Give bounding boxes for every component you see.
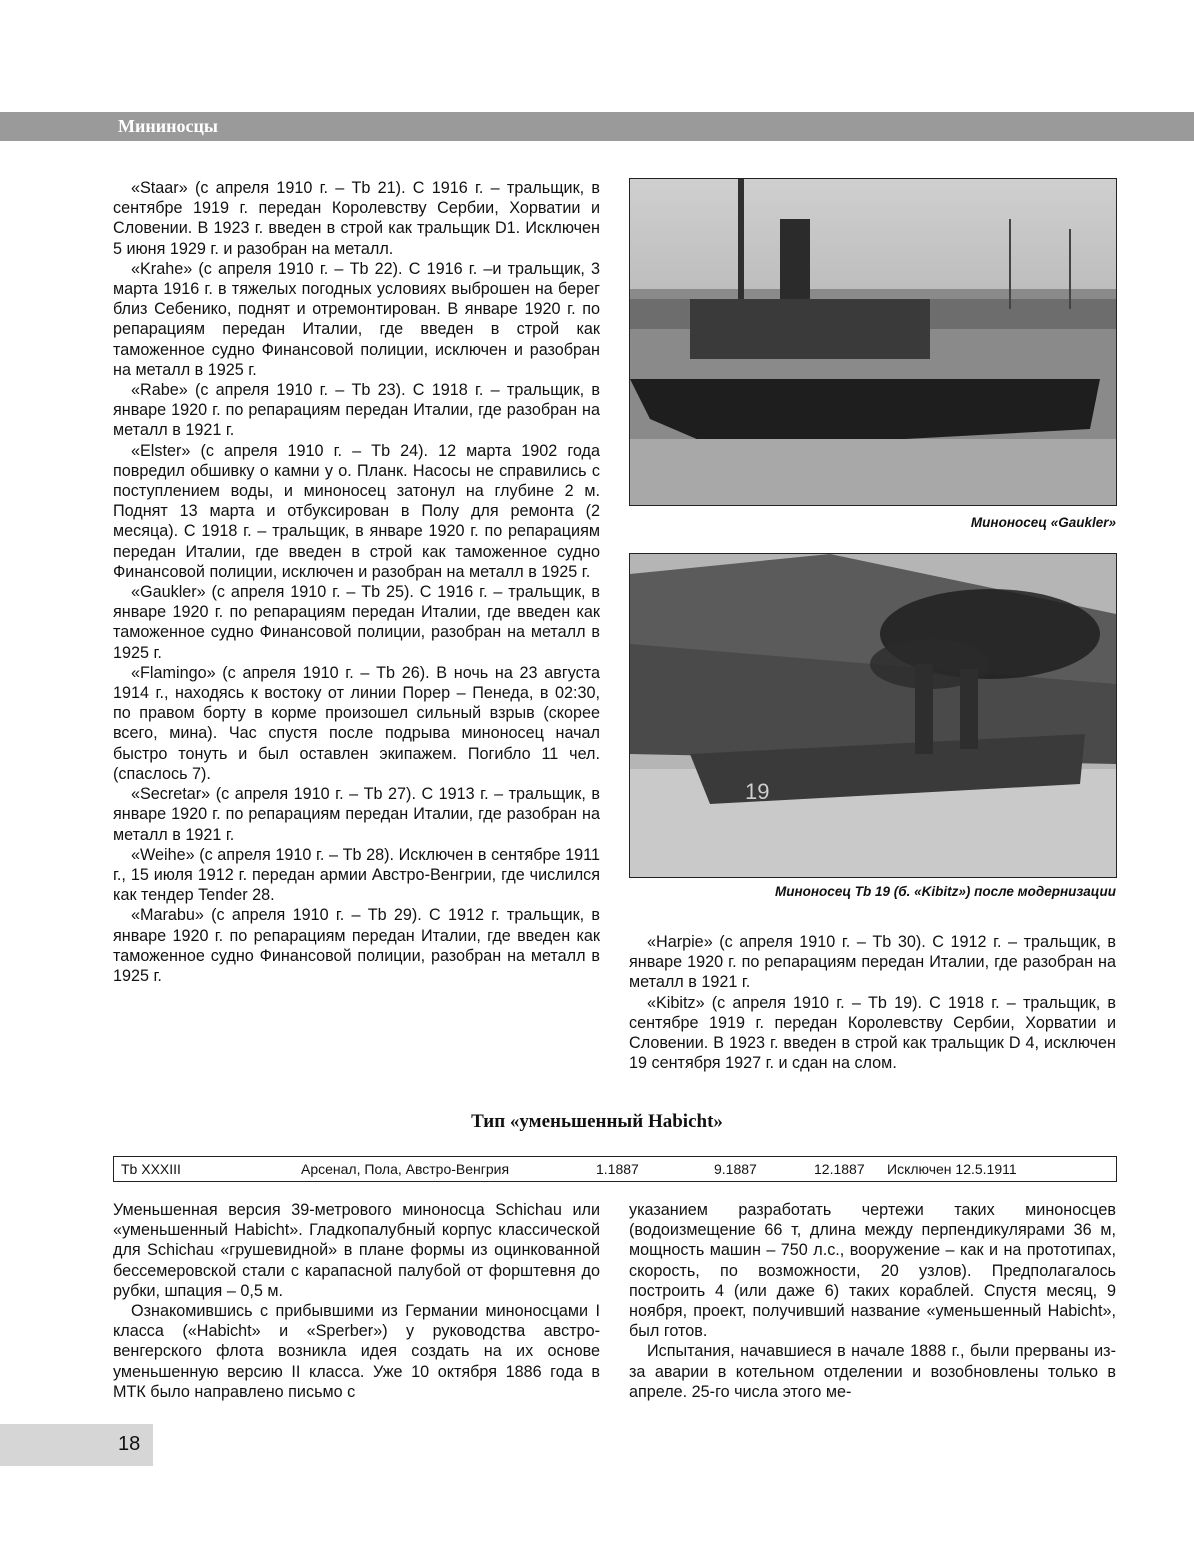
- section-title: Тип «уменьшенный Habicht»: [471, 1111, 723, 1132]
- caption-photo-tb19: Миноносец Tb 19 (б. «Kibitz») после модернизации: [775, 884, 1116, 899]
- paragraph-marabu: «Marabu» (с апреля 1910 г. – Tb 29). С 1912 г. тральщик, в январе 1920 г. по репарациям передан Италии, где введен как таможенное судно Финансовой полиции, разобран на металл в 1925 г.: [113, 906, 600, 985]
- caption-photo-gaukler: Миноносец «Gaukler»: [970, 515, 1116, 530]
- paragraph-flamingo: «Flamingo» (с апреля 1910 г. – Tb 26). В ночь на 23 августа 1914 г., находясь к востоку от линии Порер – Пенеда, в 02:30, по правом борту в корме произошел сильный взрыв (скорее всего, мина). Час спустя после подрыва миноносец начал быстро тонуть и был оставлен экипажем. Погибло 11 чел. (спаслось 7).: [113, 663, 600, 783]
- bottom-left-column: [113, 1200, 600, 1402]
- spec-name: Tb XXXIII: [121, 1161, 181, 1177]
- paragraph-design: указанием разработать чертежи таких миноносцев (водоизмещение 66 т, длина между перпендикулярами 36 м, мощность машин – 750 л.с., вооружение – как и на прототипах, скорость, по возможности, 20 узлов). Предполагалось построить 4 (или даже 6) таких кораблей. Спустя месяц, 9 ноября, проект, получивший название «уменьшенный Habicht», был готов.: [629, 1201, 1116, 1341]
- photo-tb19: [629, 553, 1117, 878]
- spec-table-row: [113, 1156, 1117, 1182]
- paragraph-gaukler: «Gaukler» (с апреля 1910 г. – Tb 25). С 1916 г. – тральщик, в январе 1920 г. по репарациям передан Италии, где введен как таможенное судно Финансовой полиции, разобран на металл в 1925 г.: [113, 583, 600, 662]
- paragraph-harpie: «Harpie» (с апреля 1910 г. – Tb 30). С 1912 г. – тральщик, в январе 1920 г. по репарациям передан Италии, где разобран на металл в 1921 г.: [629, 933, 1116, 992]
- photo-gaukler: [629, 178, 1117, 506]
- paragraph-trials: Испытания, начавшиеся в начале 1888 г., были прерваны из-за аварии в котельном отделении и возобновлены только в апреле. 25-го числа этого ме-: [629, 1342, 1116, 1401]
- paragraph-elster: «Elster» (с апреля 1910 г. – Tb 24). 12 марта 1902 года повредил обшивку о камни у о. Планк. Насосы не справились с поступлением воды, и миноносец затонул на глубине 2 м. Поднят 13 марта и отбуксирован в Полу для ремонта (2 месяца). С 1918 г. – тральщик, в январе 1920 г. по репарациям передан Италии, где введен в строй как таможенное судно Финансовой полиции, исключен и разобран на металл в 1925 г.: [113, 441, 600, 581]
- bottom-right-column: [629, 1200, 1116, 1402]
- paragraph-rabe: «Rabe» (с апреля 1910 г. – Tb 23). С 1918 г. – тральщик, в январе 1920 г. по репарациям передан Италии, где разобран на металл в 1921 г.: [113, 381, 600, 440]
- spec-fate: Исключен 12.5.1911: [887, 1161, 1017, 1177]
- spec-commissioned: 12.1887: [814, 1161, 865, 1177]
- paragraph-intro: Уменьшенная версия 39-метрового миноносца Schichau или «уменьшенный Habicht». Гладкопалубный корпус классической для Schichau «грушевидной» в плане формы из оцинкованной бессемеровской стали с карапасной палубой от форштевня до рубки, шпация – 0,5 м.: [113, 1201, 600, 1300]
- paragraph-weihe: «Weihe» (с апреля 1910 г. – Tb 28). Исключен в сентябре 1911 г., 15 июля 1912 г. передан армии Австро-Венгрии, где числился как тендер Tender 28.: [113, 845, 600, 905]
- paragraph-kibitz: «Kibitz» (с апреля 1910 г. – Tb 19). С 1918 г. – тральщик, в сентябре 1919 г. передан Королевству Сербии, Хорватии и Словении. В 1923 г. введен в строй как тральщик D 4, исключен 19 сентября 1927 г. и сдан на слом.: [629, 993, 1116, 1073]
- right-text-column: [629, 932, 1116, 1073]
- paragraph-history: Ознакомившись с прибывшими из Германии миноносцами I класса («Habicht» и «Sperber») у руководства австро-венгерского флота возникла идея создать на их основе уменьшенную версию II класса. Уже 10 октября 1886 года в МТК было направлено письмо с: [113, 1302, 600, 1401]
- left-text-column: [113, 178, 600, 986]
- paragraph-staar: «Staar» (с апреля 1910 г. – Tb 21). С 1916 г. – тральщик, в сентябре 1919 г. передан Королевству Сербии, Хорватии и Словении. В 1923 г. введен в строй как тральщик D1. Исключен 5 июня 1929 г. и разобран на металл.: [113, 179, 600, 258]
- page-number: 18: [118, 1433, 141, 1455]
- spec-laid-down: 1.1887: [596, 1161, 639, 1177]
- section-header: Мининосцы: [118, 116, 218, 136]
- paragraph-secretar: «Secretar» (с апреля 1910 г. – Tb 27). С 1913 г. – тральщик, в январе 1920 г. по репарациям передан Италии, где разобран на металл в 1921 г.: [113, 785, 600, 844]
- spec-builder: Арсенал, Пола, Австро-Венгрия: [301, 1161, 510, 1177]
- paragraph-krahe: «Krahe» (с апреля 1910 г. – Tb 22). С 1916 г. –и тральщик, 3 марта 1916 г. в тяжелых погодных условиях выброшен на берег близ Себенико, поднят и отремонтирован. В январе 1920 г. по репарациям передан Италии, где введен в строй как таможенное судно Финансовой полиции, исключен и разобран на металл в 1925 г.: [113, 259, 600, 379]
- spec-launched: 9.1887: [714, 1161, 757, 1177]
- hull-number: 19: [745, 779, 770, 804]
